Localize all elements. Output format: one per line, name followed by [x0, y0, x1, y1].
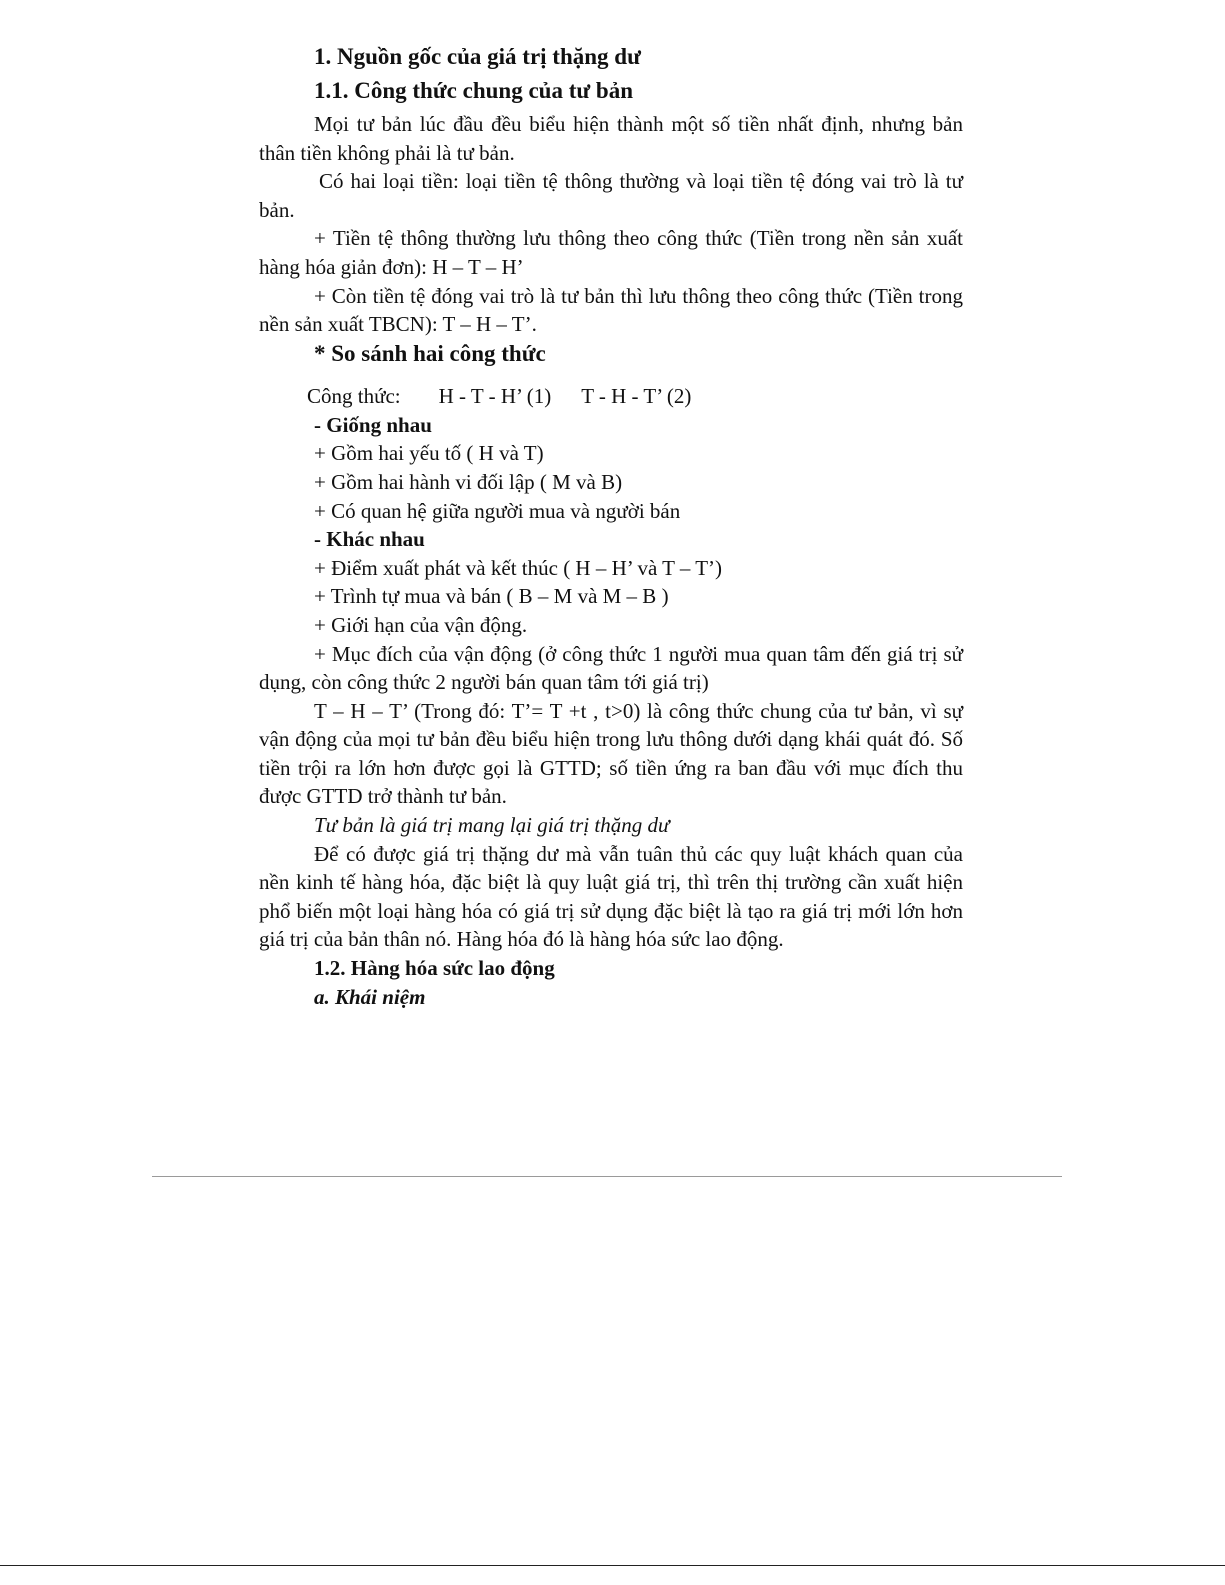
paragraph-6: T – H – T’ (Trong đó: T’= T +t , t>0) là công thức chung của tư bản, vì sự vận động của mọi tư bản đều biểu hiện trong lưu thông dưới dạng khái quát đó. Số tiền trội ra lớn hơn được gọi là GTTD; số tiền ứng ra ban đầu với mục đích thu được GTTD trở thành tư bản.	[259, 698, 963, 809]
formula-1: H - T - H’ (1)	[438, 383, 552, 408]
paragraph-3: + Tiền tệ thông thường lưu thông theo công thức (Tiền trong nền sản xuất hàng hóa giản đơn): H – T – H’	[259, 226, 963, 279]
formula-label: Công thức:	[307, 383, 401, 408]
paragraph-2: Có hai loại tiền: loại tiền tệ thông thường và loại tiền tệ đóng vai trò là tư bản.	[259, 169, 963, 222]
paragraph-7: Để có được giá trị thặng dư mà vẫn tuân thủ các quy luật khách quan của nền kinh tế hàng hóa, đặc biệt là quy luật giá trị, thì trên thị trường cần xuất hiện phổ biến một loại hàng hóa có giá trị sử dụng đặc biệt là tạo ra giá trị mới lớn hơn giá trị của bản thân nó. Hàng hóa đó là hàng hóa sức lao động.	[259, 841, 963, 952]
different-title: - Khác nhau	[314, 527, 425, 552]
formula-line	[259, 381, 963, 411]
similar-item: + Có quan hệ giữa người mua và người bán	[314, 498, 681, 523]
document-body	[259, 40, 963, 1011]
formula-2: T - H - T’ (2)	[581, 383, 692, 408]
paragraph-4: + Còn tiền tệ đóng vai trò là tư bản thì lưu thông theo công thức (Tiền trong nền sản xuất TBCN): T – H – T’.	[259, 283, 963, 337]
paragraph-1: Mọi tư bản lúc đầu đều biểu hiện thành một số tiền nhất định, nhưng bản thân tiền không phải là tư bản.	[259, 112, 963, 165]
heading-1-1: 1.1. Công thức chung của tư bản	[314, 78, 633, 103]
different-item: + Giới hạn của vận động.	[314, 612, 528, 637]
similar-title: - Giống nhau	[314, 412, 432, 437]
compare-title: * So sánh hai công thức	[314, 340, 546, 366]
page-bottom-rule	[0, 1565, 1225, 1566]
heading-1-2: 1.2. Hàng hóa sức lao động	[314, 956, 555, 981]
different-item: + Trình tự mua và bán ( B – M và M – B )	[314, 584, 669, 609]
heading-1: 1. Nguồn gốc của giá trị thặng dư	[314, 44, 641, 69]
italic-statement: Tư bản là giá trị mang lại giá trị thặng dư	[314, 813, 670, 838]
different-item: + Điểm xuất phát và kết thúc ( H – H’ và T – T’)	[314, 555, 723, 580]
paragraph-5: + Mục đích của vận động (ở công thức 1 người mua quan tâm đến giá trị sử dụng, còn công thức 2 người bán quan tâm tới giá trị)	[259, 641, 963, 695]
footnote-separator	[152, 1176, 1062, 1177]
similar-item: + Gồm hai yếu tố ( H và T)	[314, 441, 544, 466]
heading-a: a. Khái niệm	[314, 984, 426, 1009]
similar-item: + Gồm hai hành vi đối lập ( M và B)	[314, 469, 623, 494]
